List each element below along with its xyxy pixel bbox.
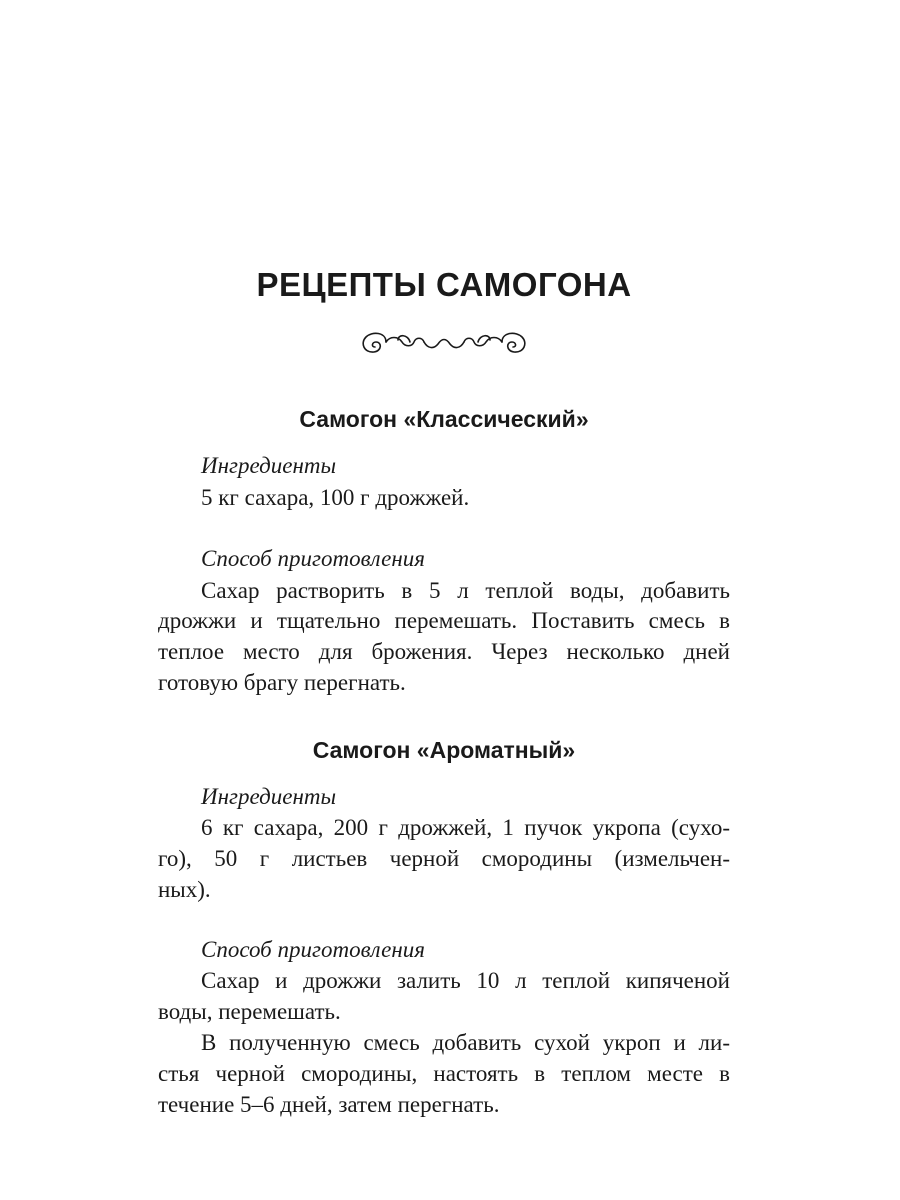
method-text: воды, перемешать. <box>158 999 341 1024</box>
ingredients-heading: Ингредиенты <box>201 453 337 478</box>
method-text: стья черной смородины, настоять в теплом месте в <box>158 1061 730 1086</box>
method-heading: Способ приготовления <box>201 546 425 571</box>
method-text: готовую брагу перегнать. <box>158 670 406 695</box>
ingredients-text: го), 50 г листьев черной смородины (измельчен- <box>158 846 730 871</box>
recipe-title: Самогон «Ароматный» <box>312 737 576 763</box>
ingredients-text: 6 кг сахара, 200 г дрожжей, 1 пучок укропа (сухо- <box>201 815 730 840</box>
method-text: течение 5–6 дней, затем перегнать. <box>158 1092 500 1117</box>
method-text: теплое место для брожения. Через несколько дней <box>158 639 730 664</box>
chapter-title: РЕЦЕПТЫ САМОГОНА <box>256 266 632 303</box>
ingredients-heading: Ингредиенты <box>201 784 337 809</box>
method-text: дрожжи и тщательно перемешать. Поставить смесь в <box>158 608 730 633</box>
book-page <box>158 0 730 1200</box>
method-text: В полученную смесь добавить сухой укроп и ли- <box>201 1030 730 1055</box>
decorative-flourish-icon <box>356 322 532 362</box>
recipe-title: Самогон «Классический» <box>299 406 589 432</box>
method-text: Сахар растворить в 5 л теплой воды, добавить <box>201 578 730 603</box>
ingredients-text: ных). <box>158 877 211 902</box>
ingredients-text: 5 кг сахара, 100 г дрожжей. <box>201 485 470 510</box>
method-text: Сахар и дрожжи залить 10 л теплой кипяченой <box>201 968 730 993</box>
method-heading: Способ приготовления <box>201 937 425 962</box>
